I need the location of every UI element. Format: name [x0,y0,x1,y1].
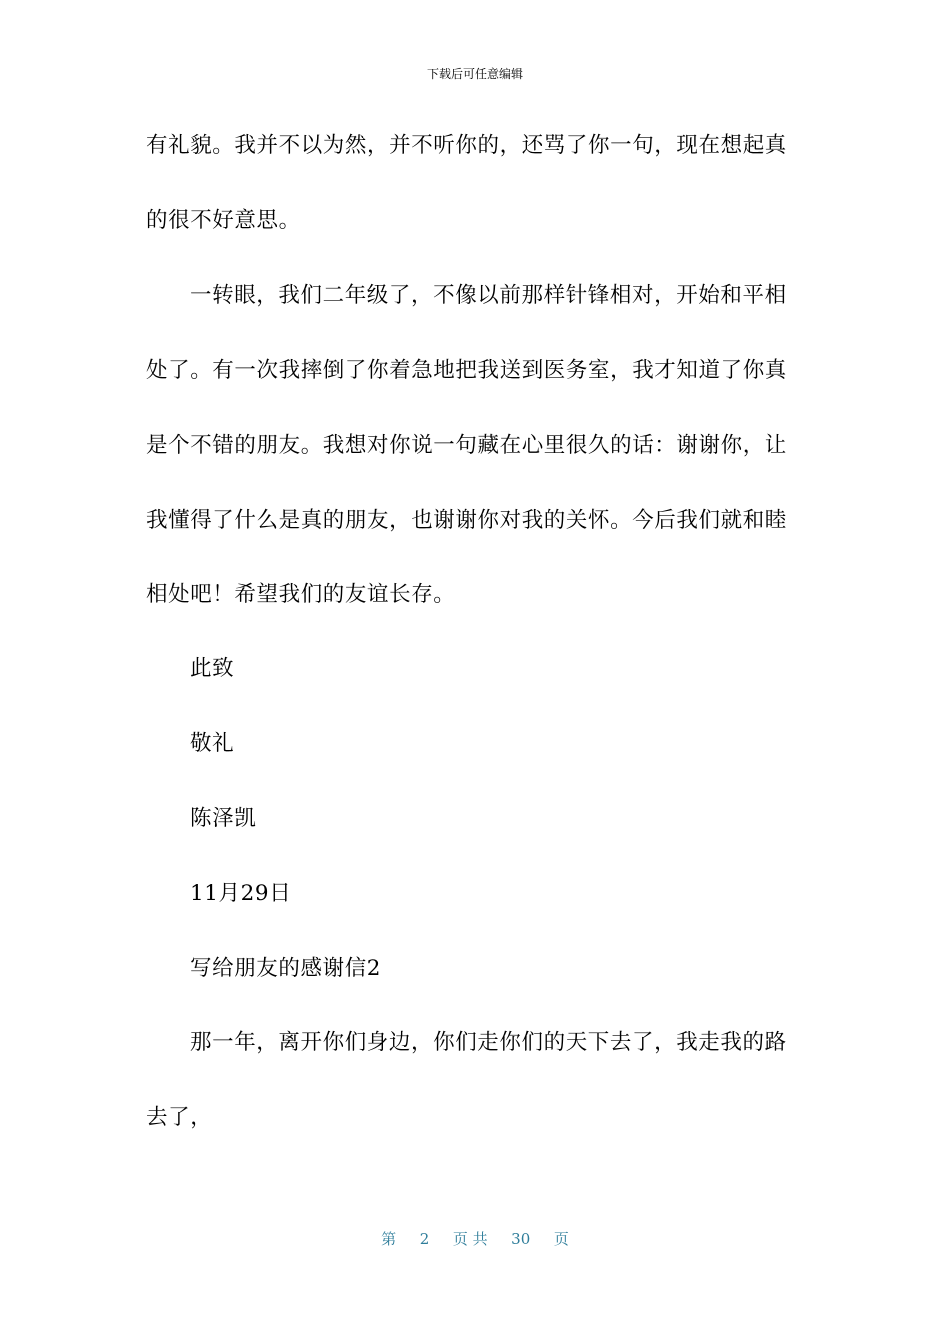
page-footer [0,1229,950,1249]
body-line-2: 的很不好意思。 [146,208,301,233]
regards-line: 敬礼 [190,731,235,756]
page-header: 下载后可任意编辑 [426,67,523,81]
letter-date: 11月29日 [190,881,292,906]
body-line-7: 相处吧！希望我们的友谊长存。 [146,582,456,607]
signature-name: 陈泽凯 [190,806,257,831]
footer-page-number: 2 [419,1230,430,1248]
section-title: 写给朋友的感谢信2 [190,956,382,981]
body-line-3: 一转眼，我们二年级了，不像以前那样针锋相对，开始和平相 [190,283,787,308]
body-line-6: 我懂得了什么是真的朋友，也谢谢你对我的关怀。今后我们就和睦 [146,508,787,533]
footer-suffix: 页 [553,1230,569,1248]
body-line-14: 去了， [146,1105,213,1130]
body-line-13: 那一年，离开你们身边，你们走你们的天下去了，我走我的路 [190,1030,787,1055]
footer-middle: 页 共 [452,1230,488,1248]
body-line-4: 处了。有一次我摔倒了你着急地把我送到医务室，我才知道了你真 [146,358,787,383]
body-line-5: 是个不错的朋友。我想对你说一句藏在心里很久的话：谢谢你，让 [146,433,787,458]
footer-total-pages: 30 [511,1230,531,1248]
body-line-1: 有礼貌。我并不以为然，并不听你的，还骂了你一句，现在想起真 [146,133,787,158]
salutation-line: 此致 [190,656,235,681]
footer-prefix: 第 [381,1230,397,1248]
